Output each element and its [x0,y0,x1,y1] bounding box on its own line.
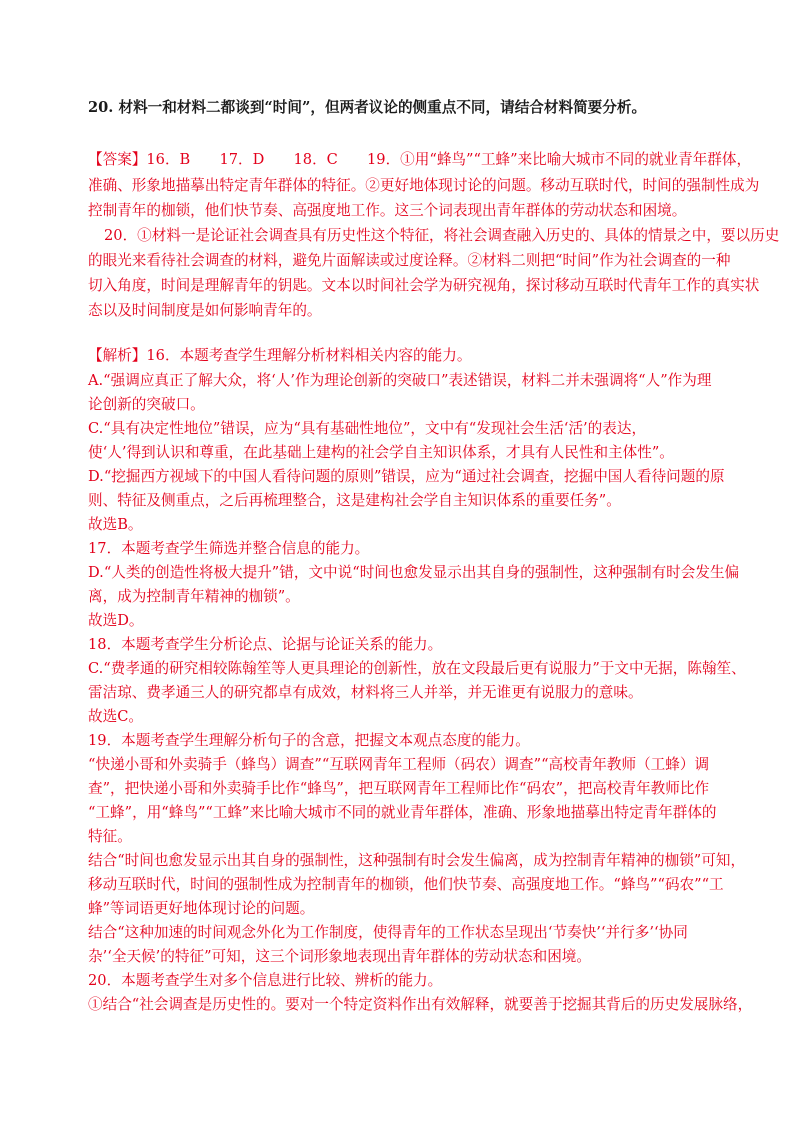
answer-line: 准确、形象地描摹出特定青年群体的特征。②更好地体现讨论的问题。移动互联时代，时间的强制性成为 [88,177,760,194]
analysis-line: D.“挖掘西方视域下的中国人看待问题的原则”错误，应为“通过社会调查，挖掘中国人看待问题的原 [88,468,725,485]
analysis-line: “工蜂”，用“蜂鸟”“工蜂”来比喻大城市不同的就业青年群体，准确、形象地描摹出特定青年群体的 [88,804,717,821]
analysis-line: 故选C。 [88,708,143,725]
analysis-line: 使‘人’得到认识和尊重，在此基础上建构的社会学自主知识体系，才具有人民性和主体性”。 [88,444,674,461]
analysis-line: 故选D。 [88,612,144,629]
analysis-line: D.“人类的创造性将极大提升”错，文中说“时间也愈发显示出其自身的强制性，这种强制有时会发生偏 [88,564,740,581]
analysis-line: ①结合“社会调查是历史性的。要对一个特定资料作出有效解释，就要善于挖掘其背后的历史发展脉络， [88,996,753,1013]
answer-line: 【答案】16．B 17．D 18．C 19．①用“蜂鸟”“工蜂”来比喻大城市不同的就业青年群体， [88,151,752,168]
analysis-line: 17．本题考查学生筛选并整合信息的能力。 [88,540,370,557]
analysis-line: 论创新的突破口。 [88,396,205,413]
analysis-line: 查”，把快递小哥和外卖骑手比作“蜂鸟”，把互联网青年工程师比作“码农”，把高校青年教师比作 [88,780,710,797]
analysis-line: 移动互联时代，时间的强制性成为控制青年的枷锁，他们快节奏、高强度地工作。“蜂鸟”“码农”“工 [88,876,724,893]
analysis-line: C.“费孝通的研究相较陈翰笙等人更具理论的创新性，放在文段最后更有说服力”于文中无据，陈翰笙、 [88,660,746,677]
answer-line: 切入角度，时间是理解青年的钥匙。文本以时间社会学为研究视角，探讨移动互联时代青年工作的真实状 [88,277,760,294]
answer-line: 态以及时间制度是如何影响青年的。 [88,302,322,319]
analysis-line: 20．本题考查学生对多个信息进行比较、辨析的能力。 [88,972,443,989]
analysis-line: 杂’‘全天候’的特征”可知，这三个词形象地表现出青年群体的劳动状态和困境。 [88,948,591,965]
analysis-line: 雷洁琼、费孝通三人的研究都卓有成效，材料将三人并举，并无谁更有说服力的意味。 [88,684,643,701]
analysis-line: 18．本题考查学生分析论点、论据与论证关系的能力。 [88,636,443,653]
analysis-line: 【解析】16．本题考查学生理解分析材料相关内容的能力。 [88,347,472,364]
analysis-line: A.“强调应真正了解大众，将‘人’作为理论创新的突破口”表述错误，材料二并未强调将“人”作为理 [88,372,712,389]
analysis-line: 结合“这种加速的时间观念外化为工作制度，使得青年的工作状态呈现出‘节奏快’‘并行多’‘协同 [88,924,688,941]
answer-line: 20．①材料一是论证社会调查具有历史性这个特征，将社会调查融入历史的、具体的情景之中，要以历史 [104,227,780,244]
analysis-line: 特征。 [88,828,132,845]
analysis-line: “快递小哥和外卖骑手（蜂鸟）调查”“互联网青年工程师（码农）调查”“高校青年教师（工蜂）调 [88,756,710,773]
analysis-line: 离，成为控制青年精神的枷锁”。 [88,588,300,605]
analysis-line: 结合“时间也愈发显示出其自身的强制性，这种强制有时会发生偏离，成为控制青年精神的枷锁”可知， [88,852,746,869]
answer-line: 控制青年的枷锁，他们快节奏、高强度地工作。这三个词表现出青年群体的劳动状态和困境。 [88,202,687,219]
answer-line: 的眼光来看待社会调查的材料，避免片面解读或过度诠释。②材料二则把“时间”作为社会调查的一种 [88,252,731,269]
analysis-line: 蜂”等词语更好地体现讨论的问题。 [88,900,315,917]
analysis-line: 故选B。 [88,516,143,533]
analysis-line: 19．本题考查学生理解分析句子的含意，把握文本观点态度的能力。 [88,732,530,749]
analysis-line: 则、特征及侧重点，之后再梳理整合，这是建构社会学自主知识体系的重要任务”。 [88,492,621,509]
question-20-text: 20. 材料一和材料二都谈到“时间”，但两者议论的侧重点不同，请结合材料简要分析。 [88,99,647,116]
analysis-line: C.“具有决定性地位”错误，应为“具有基础性地位”，文中有“发现社会生活‘活’的表达， [88,420,647,437]
